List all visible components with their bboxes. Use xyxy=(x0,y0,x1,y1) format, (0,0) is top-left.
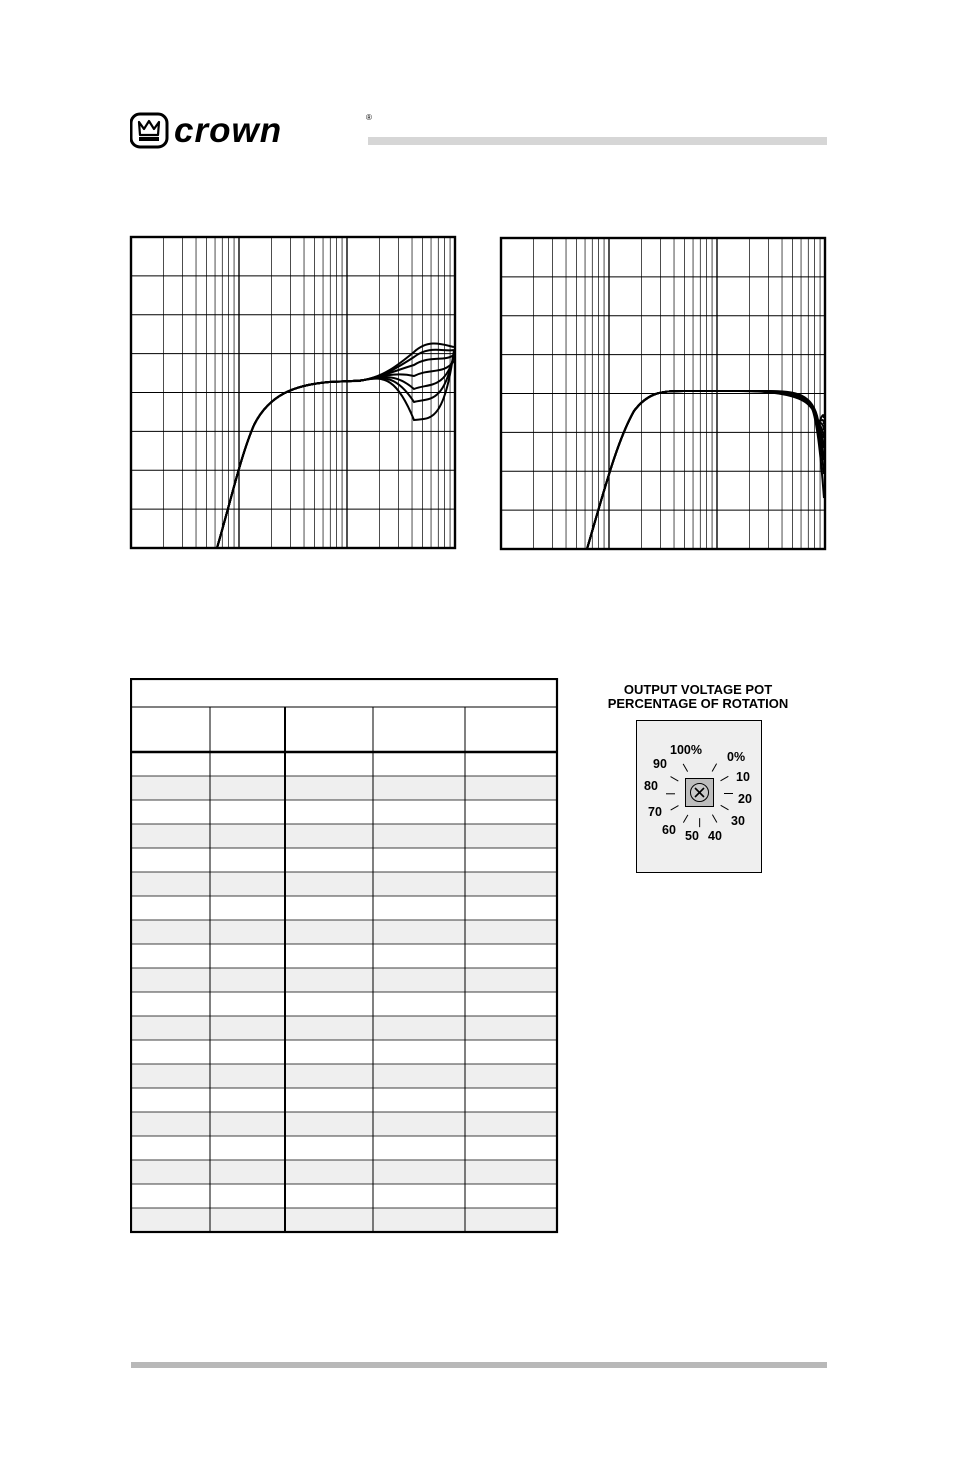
table-row xyxy=(131,872,557,896)
dial-label-40: 40 xyxy=(708,829,722,843)
dial-tick xyxy=(670,805,678,811)
dial-label-80: 80 xyxy=(644,779,658,793)
table-row xyxy=(131,944,557,968)
graph-curves xyxy=(587,391,824,549)
dial-tick xyxy=(666,793,675,794)
dial-tick xyxy=(720,776,728,782)
dial-tick xyxy=(724,793,733,794)
table-row xyxy=(131,1112,557,1136)
table-row xyxy=(131,896,557,920)
table-row xyxy=(131,1088,557,1112)
response-curve xyxy=(217,350,454,548)
dial-label-0: 0% xyxy=(727,750,746,764)
logo-wordmark: crown xyxy=(174,111,283,150)
frequency-response-graph-right xyxy=(499,236,827,552)
response-curve xyxy=(587,391,824,549)
dial-label-70: 70 xyxy=(648,805,662,819)
header-rule xyxy=(368,137,827,145)
table-row xyxy=(131,1064,557,1088)
dial-tick xyxy=(720,805,728,811)
cross-icon xyxy=(686,779,713,806)
table-row xyxy=(131,968,557,992)
table-row xyxy=(131,824,557,848)
response-curve xyxy=(217,361,454,548)
table-row xyxy=(131,1136,557,1160)
footer-rule xyxy=(131,1362,827,1368)
crown-icon xyxy=(139,121,159,141)
dial-label-30: 30 xyxy=(731,814,745,828)
response-curve xyxy=(587,391,824,549)
dial-tick xyxy=(682,814,688,822)
table-row xyxy=(131,920,557,944)
table-row xyxy=(131,1208,557,1232)
dial-tick xyxy=(711,764,717,772)
response-curve xyxy=(587,391,824,549)
response-curve xyxy=(217,350,454,548)
dial-label-100: 100% xyxy=(670,743,702,757)
settings-table-grid xyxy=(130,678,560,1238)
response-curve xyxy=(217,357,454,548)
response-curve xyxy=(587,391,824,549)
dial-label-60: 60 xyxy=(662,823,676,837)
dial-label-50: 50 xyxy=(685,829,699,843)
graph-curves xyxy=(217,343,454,548)
response-curve xyxy=(587,391,824,549)
registered-mark: ® xyxy=(366,113,372,122)
table-row xyxy=(131,800,557,824)
dial-label-10: 10 xyxy=(736,770,750,784)
table-row xyxy=(131,776,557,800)
response-curve xyxy=(587,391,824,549)
response-curve xyxy=(217,355,454,548)
settings-table xyxy=(130,678,560,1243)
table-row xyxy=(131,992,557,1016)
pot-knob xyxy=(685,778,714,807)
dial-tick xyxy=(711,814,717,822)
dial-tick xyxy=(699,818,700,827)
pot-title-line2: PERCENTAGE OF ROTATION xyxy=(607,696,789,711)
pot-title-line1: OUTPUT VOLTAGE POT xyxy=(623,682,773,697)
crown-logo xyxy=(130,110,378,150)
dial-label-20: 20 xyxy=(738,792,752,806)
pot-title xyxy=(580,683,816,711)
table-row xyxy=(131,1160,557,1184)
table-row xyxy=(131,1040,557,1064)
table-row xyxy=(131,752,557,776)
table-row xyxy=(131,1184,557,1208)
frequency-response-graph-left xyxy=(129,235,457,551)
dial-tick xyxy=(670,776,678,782)
response-curve xyxy=(587,391,824,549)
table-row xyxy=(131,848,557,872)
dial-label-90: 90 xyxy=(653,757,667,771)
table-row xyxy=(131,1016,557,1040)
pot-diagram xyxy=(636,720,762,873)
dial-tick xyxy=(682,764,688,772)
response-curve xyxy=(587,391,824,549)
